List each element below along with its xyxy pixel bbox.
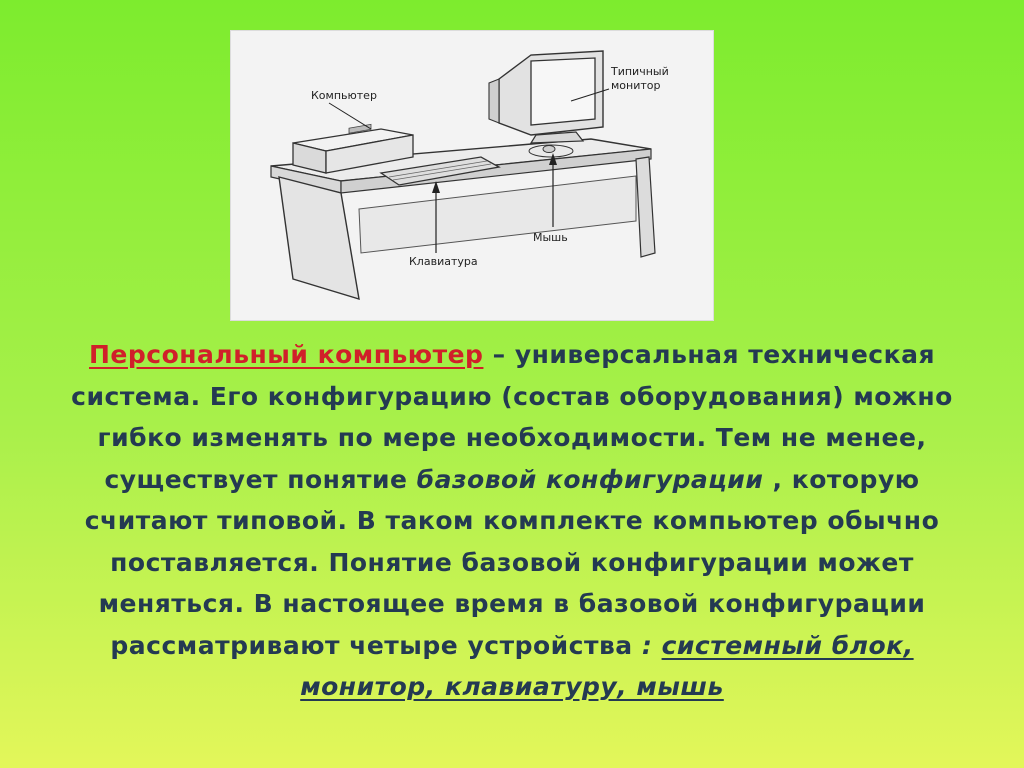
label-monitor-line1: Типичный xyxy=(611,65,669,78)
colon: : xyxy=(641,630,662,660)
text-segment-2: , которую считают типовой. В таком комплекте компьютер обычно поставляется. Понятие базовой конфигурации может меняться. В настоящее время в базовой конфигурации рассматривают четыре устройства xyxy=(84,464,940,660)
monitor-screen xyxy=(531,58,595,125)
term-base-configuration: базовой конфигурации xyxy=(416,464,773,494)
device-list: системный блок, монитор, клавиатуру, мышь xyxy=(300,630,914,701)
label-keyboard: Клавиатура xyxy=(409,255,478,268)
label-monitor-line2: монитор xyxy=(611,79,661,92)
label-computer: Компьютер xyxy=(311,89,377,102)
desk-back-panel xyxy=(359,176,636,253)
text-segment-1: – универсальная техническая система. Его конфигурацию (состав оборудования) можно гибко изменять по мере необходимости. Тем не менее, существует понятие xyxy=(71,340,953,494)
label-mouse: Мышь xyxy=(533,231,568,244)
definition-paragraph xyxy=(60,334,964,708)
computer-desk-drawing xyxy=(231,31,714,321)
term-personal-computer: Персональный компьютер xyxy=(89,340,484,369)
computer-illustration xyxy=(230,30,714,321)
definition-text xyxy=(60,334,964,708)
monitor-back xyxy=(489,79,499,123)
desk-left-panel xyxy=(279,177,359,299)
desk-right-leg xyxy=(636,157,655,257)
mouse xyxy=(543,146,555,153)
